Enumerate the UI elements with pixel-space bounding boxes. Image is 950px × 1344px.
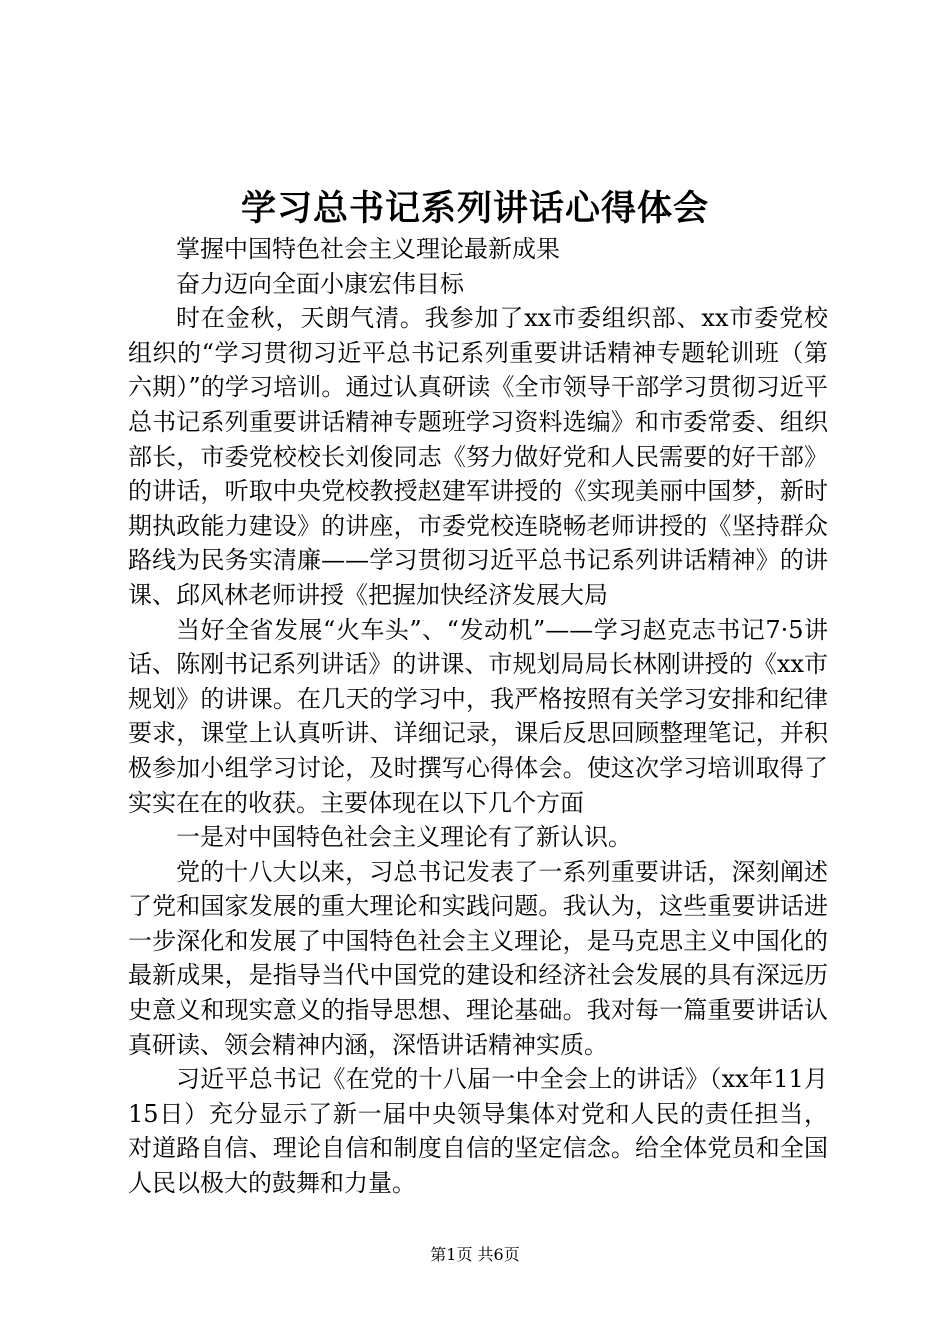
body-paragraph: 习近平总书记《在党的十八届一中全会上的讲话》（xx年11月15日）充分显示了新一届中央领导集体对党和人民的责任担当，对道路自信、理论自信和制度自信的坚定信念。给全体党员和全国人民以极大的鼓舞和力量。 [128, 1065, 828, 1198]
body-paragraph: 党的十八大以来，习总书记发表了一系列重要讲话，深刻阐述了党和国家发展的重大理论和实践问题。我认为，这些重要讲话进一步深化和发展了中国特色社会主义理论，是马克思主义中国化的最新成果，是指导当代中国党的建设和经济社会发展的具有深远历史意义和现实意义的指导思想、理论基础。我对每一篇重要讲话认真研读、领会精神内涵，深悟讲话精神实质。 [128, 857, 828, 1059]
body-paragraph: 当好全省发展“火车头”、“发动机”——学习赵克志书记7·5讲话、陈刚书记系列讲话》的讲课、市规划局局长林刚讲授的《xx市规划》的讲课。在几天的学习中，我严格按照有关学习安排和纪律要求，课堂上认真听讲、详细记录，课后反思回顾整理笔记，并积极参加小组学习讨论，及时撰写心得体会。使这次学习培训取得了实实在在的收获。主要体现在以下几个方面 [128, 615, 828, 817]
subtitle-line-2: 奋力迈向全面小康宏伟目标 [176, 269, 464, 298]
document-body [128, 232, 828, 1201]
body-paragraph: 时在金秋，天朗气清。我参加了xx市委组织部、xx市委党校组织的“学习贯彻习近平总书记系列重要讲话精神专题轮训班（第六期）”的学习培训。通过认真研读《全市领导干部学习贯彻习近平总书记系列重要讲话精神专题班学习资料选编》和市委常委、组织部长，市委党校校长刘俊同志《努力做好党和人民需要的好干部》的讲话，听取中央党校教授赵建军讲授的《实现美丽中国梦，新时期执政能力建设》的讲座，市委党校连晓畅老师讲授的《坚持群众路线为民务实清廉——学习贯彻习近平总书记系列讲话精神》的讲课、邱风林老师讲授《把握加快经济发展大局 [128, 304, 828, 609]
section-heading: 一是对中国特色社会主义理论有了新认识。 [176, 823, 632, 852]
subtitle-line-1: 掌握中国特色社会主义理论最新成果 [176, 235, 560, 263]
document-title: 学习总书记系列讲话心得体会 [240, 188, 709, 229]
page-number-footer: 第1页 共6页 [430, 1245, 520, 1264]
